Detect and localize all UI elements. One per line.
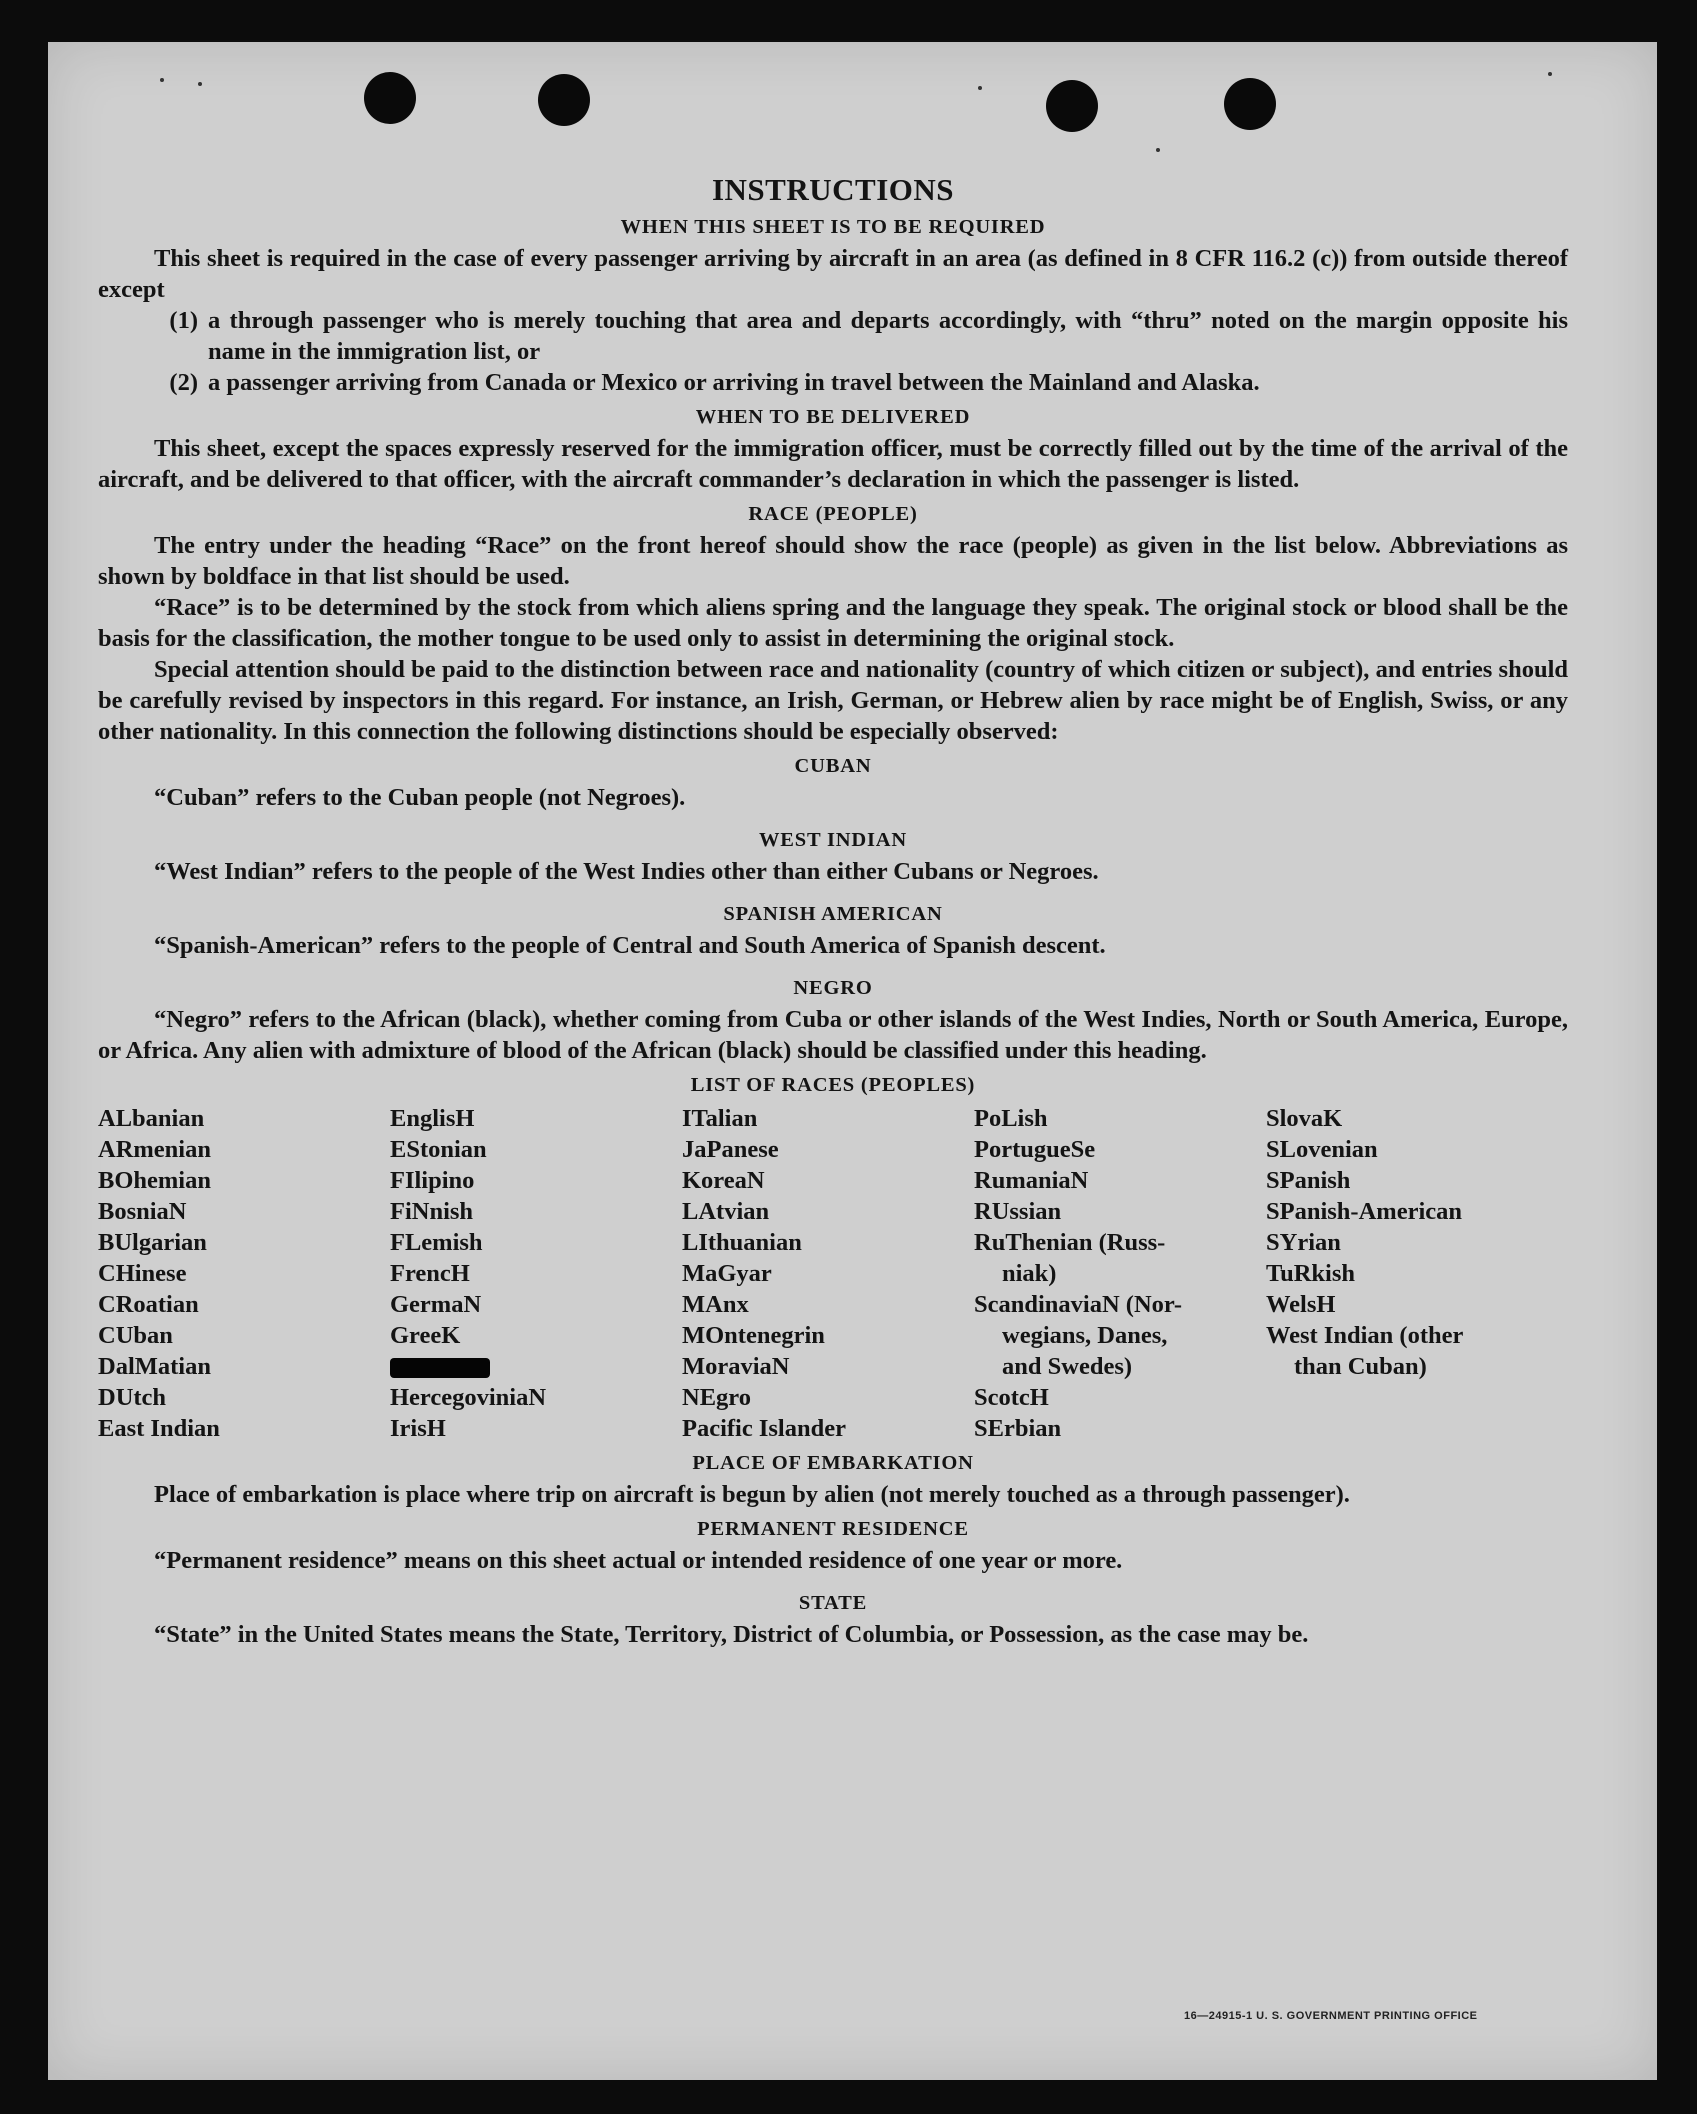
race-entry: IrisH [390,1415,446,1442]
exception-item [98,305,1568,367]
race-entry: FiNnish [390,1198,474,1225]
race-entry: CHinese [98,1260,187,1287]
race-entry: TuRkish [1266,1260,1356,1287]
race-entry: FLemish [390,1229,483,1256]
page-title: INSTRUCTIONS [711,172,954,207]
race-entry: MoraviaN [682,1353,790,1380]
races-column-2 [390,1103,682,1444]
exception-item [98,367,1568,398]
race-entry: SPanish-American [1266,1198,1462,1225]
document-page [48,42,1657,2080]
race-entry: SYrian [1266,1229,1341,1256]
race-entry: EnglisH [390,1105,475,1132]
heading-list-of-races: LIST OF RACES (PEOPLES) [690,1074,976,1096]
heading-embarkation: PLACE OF EMBARKATION [692,1452,974,1474]
delivered-text: This sheet, except the spaces expressly reserved for the immigration officer, must be correctly filled out by the time of the arrival of the aircraft, and be delivered to that officer, with the aircraft commander’s declaration in which the passenger is listed. [98,435,1568,493]
race-entry: LAtvian [682,1198,770,1225]
race-entry: LIthuanian [682,1229,802,1256]
printing-office-code: 16—24915-1 U. S. GOVERNMENT PRINTING OFFICE [1184,2010,1478,2022]
heading-cuban: CUBAN [794,755,872,777]
required-intro: This sheet is required in the case of every passenger arriving by aircraft in an area (as defined in 8 CFR 116.2 (c)) from outside thereof except [98,245,1568,303]
race-entry: DUtch [98,1384,167,1411]
race-entry-continued: and Swedes) [1002,1353,1133,1380]
embarkation-text: Place of embarkation is place where trip on aircraft is begun by alien (not merely touched as a through passenger). [154,1481,1350,1508]
race-entry: GermaN [390,1291,482,1318]
race-entry: BOhemian [98,1167,211,1194]
cuban-text: “Cuban” refers to the Cuban people (not Negroes). [154,784,686,811]
race-entry-continued: niak) [1002,1260,1057,1287]
race-entry: SPanish [1266,1167,1351,1194]
race-entry: WelsH [1266,1291,1336,1318]
paper-speck [160,78,164,82]
paper-speck [1156,148,1160,152]
races-column-1 [98,1103,390,1444]
race-entry: BUlgarian [98,1229,207,1256]
race-entry: RUssian [974,1198,1062,1225]
heading-state: STATE [798,1592,868,1614]
negro-text: “Negro” refers to the African (black), whether coming from Cuba or other islands of the West Indies, North or South America, Europe, or Africa. Any alien with admixture of blood of the African (black) should be classified under this heading. [98,1006,1568,1064]
race-entry: RuThenian (Russ- [974,1229,1166,1256]
race-entry: ScandinaviaN (Nor- [974,1291,1183,1318]
race-entry: PoLish [974,1105,1048,1132]
race-entry: SlovaK [1266,1105,1343,1132]
race-entry: MOntenegrin [682,1322,825,1349]
race-entry: BosniaN [98,1198,187,1225]
heading-residence: PERMANENT RESIDENCE [697,1518,969,1540]
residence-text: “Permanent residence” means on this sheet actual or intended residence of one year or more. [154,1547,1123,1574]
race-entry: RumaniaN [974,1167,1089,1194]
race-entry: CUban [98,1322,173,1349]
paper-speck [978,86,982,90]
race-paragraph: The entry under the heading “Race” on the front hereof should show the race (people) as given in the list below. Abbreviations as shown by boldface in that list should be used. [98,532,1568,590]
heading-race: RACE (PEOPLE) [748,503,918,525]
race-entry: Pacific Islander [682,1415,846,1442]
item-number: (2) [169,369,198,396]
race-entry: PortugueSe [974,1136,1096,1163]
punch-hole [1046,80,1098,132]
race-entry: HercegoviniaN [390,1384,547,1411]
race-entry: FIlipino [390,1167,475,1194]
race-entry-continued: than Cuban) [1294,1353,1427,1380]
race-entry: EStonian [390,1136,487,1163]
races-column-4 [974,1103,1266,1444]
race-entry-continued: wegians, Danes, [1002,1322,1168,1349]
item-text: a through passenger who is merely touching that area and departs accordingly, with “thru” noted on the margin opposite his name in the immigration list, or [208,307,1568,365]
punch-hole [364,72,416,124]
item-number: (1) [169,307,198,334]
races-column-3 [682,1103,974,1444]
race-entry: GreeK [390,1322,461,1349]
race-entry: West Indian (other [1266,1322,1464,1349]
race-paragraph: “Race” is to be determined by the stock from which aliens spring and the language they speak. The original stock or blood shall be the basis for the classification, the mother tongue to be used only to assist in determining the original stock. [98,594,1568,652]
race-entry: ALbanian [98,1105,205,1132]
heading-required: WHEN THIS SHEET IS TO BE REQUIRED [620,216,1046,238]
west-indian-text: “West Indian” refers to the people of the West Indies other than either Cubans or Negroes. [154,858,1099,885]
heading-negro: NEGRO [793,977,873,999]
state-text: “State” in the United States means the State, Territory, District of Columbia, or Possession, as the case may be. [154,1621,1309,1648]
race-entry: DalMatian [98,1353,211,1380]
spanish-american-text: “Spanish-American” refers to the people of Central and South America of Spanish descent. [154,932,1106,959]
race-entry: MAnx [682,1291,749,1318]
paper-speck [1548,72,1552,76]
heading-delivered: WHEN TO BE DELIVERED [695,406,971,428]
race-entry: FrencH [390,1260,470,1287]
race-entry: ARmenian [98,1136,211,1163]
item-text: a passenger arriving from Canada or Mexico or arriving in travel between the Mainland and Alaska. [208,369,1260,396]
race-entry: East Indian [98,1415,220,1442]
heading-spanish-american: SPANISH AMERICAN [723,903,943,925]
instructions-body [98,172,1568,1650]
race-entry: SLovenian [1266,1136,1378,1163]
race-entry: JaPanese [682,1136,779,1163]
races-list [98,1103,1568,1444]
heading-west-indian: WEST INDIAN [759,829,907,851]
redacted-entry [390,1351,682,1382]
punch-hole [538,74,590,126]
races-column-5 [1266,1103,1558,1444]
race-entry: SErbian [974,1415,1062,1442]
redaction-mark [390,1358,490,1378]
race-entry: ScotcH [974,1384,1049,1411]
race-entry: NEgro [682,1384,751,1411]
race-entry: ITalian [682,1105,758,1132]
race-entry: CRoatian [98,1291,199,1318]
race-paragraph: Special attention should be paid to the distinction between race and nationality (country of which citizen or subject), and entries should be carefully revised by inspectors in this regard. For instance, an Irish, German, or Hebrew alien by race might be of English, Swiss, or any other nationality. In this connection the following distinctions should be especially observed: [98,656,1568,745]
race-entry: KoreaN [682,1167,765,1194]
punch-hole [1224,78,1276,130]
paper-speck [198,82,202,86]
race-entry: MaGyar [682,1260,772,1287]
